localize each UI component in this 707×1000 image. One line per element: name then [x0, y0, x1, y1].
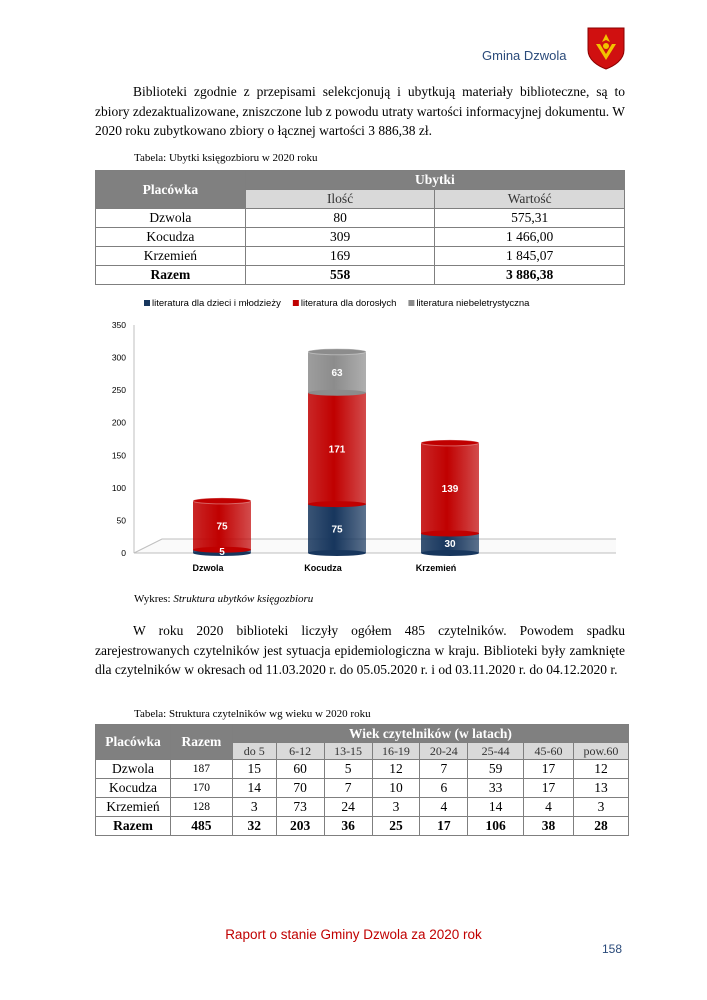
cell-age-value: 25 [372, 817, 420, 836]
legend-swatch [408, 300, 414, 306]
y-tick-label: 100 [111, 482, 126, 493]
bar-top-cap [421, 440, 479, 446]
cell-age-value: 33 [468, 779, 524, 798]
cell-age-value: 3 [372, 798, 420, 817]
y-tick-label: 200 [111, 417, 126, 428]
cell-age-value: 10 [372, 779, 420, 798]
cell-age-value: 7 [324, 779, 372, 798]
cell-ilosc: 558 [245, 266, 435, 285]
table-row [96, 798, 629, 817]
data-label: 5 [219, 547, 225, 558]
cell-age-value: 13 [573, 779, 628, 798]
legend-label: literatura dla dorosłych [300, 298, 397, 309]
x-tick-label: Krzemień [415, 563, 457, 573]
cell-age-value: 60 [276, 760, 324, 779]
cell-name: Dzwola [96, 760, 171, 779]
cell-name: Krzemień [96, 798, 171, 817]
col-header-wartosc: Wartość [435, 190, 625, 209]
cell-wartosc: 3 886,38 [435, 266, 625, 285]
legend-label: literatura dla dzieci i młodzieży [152, 298, 281, 309]
cell-wartosc: 575,31 [435, 209, 625, 228]
cell-age-value: 24 [324, 798, 372, 817]
cell-age-value: 38 [524, 817, 574, 836]
table-row [96, 760, 629, 779]
cell-name: Razem [96, 817, 171, 836]
y-tick-label: 0 [121, 548, 126, 558]
page-header-title: Gmina Dzwola [482, 48, 567, 63]
cell-age-value: 12 [573, 760, 628, 779]
bar-segment-base [421, 550, 479, 556]
cell-age-value: 28 [573, 817, 628, 836]
x-tick-label: Kocudza [304, 563, 342, 573]
cell-age-value: 17 [524, 760, 574, 779]
table-row [96, 247, 625, 266]
col-header-placowka: Placówka [96, 725, 171, 760]
bar-top-cap [193, 498, 251, 504]
table-row [96, 209, 625, 228]
y-tick-label: 50 [116, 515, 126, 526]
footer-text: Raport o stanie Gminy Dzwola za 2020 rok [225, 927, 482, 942]
cell-age-value: 73 [276, 798, 324, 817]
table1-caption: Tabela: Ubytki księgozbioru w 2020 roku [134, 152, 318, 164]
cell-razem: 170 [170, 779, 232, 798]
cell-name: Krzemień [96, 247, 246, 266]
col-header-razem: Razem [170, 725, 232, 760]
col-header-placowka: Placówka [96, 171, 246, 209]
cell-wartosc: 1 466,00 [435, 228, 625, 247]
y-tick-label: 150 [111, 450, 126, 461]
table-row [96, 779, 629, 798]
table-row [96, 228, 625, 247]
col-header-age-group: pow.60 [573, 743, 628, 760]
col-header-age-group: 13-15 [324, 743, 372, 760]
cell-name: Kocudza [96, 779, 171, 798]
losses-structure-chart [96, 293, 616, 583]
data-label: 75 [331, 524, 343, 536]
table-total-row [96, 266, 625, 285]
cell-age-value: 3 [232, 798, 276, 817]
cell-wartosc: 1 845,07 [435, 247, 625, 266]
col-header-age-group: 45-60 [524, 743, 574, 760]
cell-age-value: 14 [232, 779, 276, 798]
bar-top-cap [308, 349, 366, 355]
data-label: 75 [216, 521, 228, 533]
col-header-ilosc: Ilość [245, 190, 435, 209]
col-header-age-group: 20-24 [420, 743, 468, 760]
data-label: 139 [441, 484, 459, 496]
cell-razem: 187 [170, 760, 232, 779]
cell-name: Kocudza [96, 228, 246, 247]
col-header-age-group: 25-44 [468, 743, 524, 760]
bar-segment-base [308, 501, 366, 507]
cell-age-value: 4 [420, 798, 468, 817]
losses-table [95, 170, 625, 285]
col-header-age-group: 6-12 [276, 743, 324, 760]
readers-age-table [95, 724, 629, 836]
cell-age-value: 36 [324, 817, 372, 836]
table-total-row [96, 817, 629, 836]
chart-caption: Wykres: Struktura ubytków księgozbioru [134, 593, 314, 605]
cell-ilosc: 80 [245, 209, 435, 228]
cell-name: Razem [96, 266, 246, 285]
readers-paragraph: W roku 2020 biblioteki liczyły ogółem 485 czytelników. Powodem spadku zarejestrowanych czytelników jest sytuacja epidemiologiczna w kraju. Biblioteki były zamknięte dla czytelników w okresach od 11.03.2020 r. do 05.05.2020 r. i od 03.11.2020 r. do 04.12.2020 r. [95, 623, 625, 677]
cell-age-value: 59 [468, 760, 524, 779]
data-label: 30 [444, 539, 456, 551]
table2-caption: Tabela: Struktura czytelników wg wieku w 2020 roku [134, 708, 371, 720]
cell-age-value: 5 [324, 760, 372, 779]
intro-paragraph: Biblioteki zgodnie z przepisami selekcjonują i ubytkują materiały biblioteczne, są to zbiory zdezaktualizowane, zniszczone lub z powodu utraty wartości informacyjnej dokumentu. W 2020 roku zubytkowano zbiory o łącznej wartości 3 886,38 zł. [95, 84, 625, 138]
data-label: 171 [328, 444, 346, 456]
data-label: 63 [331, 368, 343, 380]
legend-swatch [293, 300, 299, 306]
bar-segment-base [308, 550, 366, 556]
cell-age-value: 3 [573, 798, 628, 817]
y-tick-label: 350 [111, 320, 126, 330]
y-tick-label: 300 [111, 352, 126, 363]
coat-of-arms-icon [586, 26, 626, 70]
cell-razem: 128 [170, 798, 232, 817]
y-tick-label: 250 [111, 385, 126, 396]
cell-age-value: 6 [420, 779, 468, 798]
col-header-age-group: do 5 [232, 743, 276, 760]
cell-age-value: 17 [524, 779, 574, 798]
legend-swatch [144, 300, 150, 306]
col-header-age-group: 16-19 [372, 743, 420, 760]
cell-name: Dzwola [96, 209, 246, 228]
cell-age-value: 15 [232, 760, 276, 779]
cell-age-value: 32 [232, 817, 276, 836]
bar-segment-base [421, 530, 479, 536]
cell-age-value: 106 [468, 817, 524, 836]
cell-ilosc: 169 [245, 247, 435, 266]
cell-razem: 485 [170, 817, 232, 836]
col-header-ubytki: Ubytki [245, 171, 624, 190]
cell-age-value: 4 [524, 798, 574, 817]
cell-age-value: 7 [420, 760, 468, 779]
legend-label: literatura niebeletrystyczna [416, 298, 530, 309]
page-number: 158 [602, 942, 623, 956]
cell-age-value: 17 [420, 817, 468, 836]
cell-age-value: 14 [468, 798, 524, 817]
bar-segment-base [308, 390, 366, 396]
cell-ilosc: 309 [245, 228, 435, 247]
cell-age-value: 70 [276, 779, 324, 798]
cell-age-value: 12 [372, 760, 420, 779]
col-header-wiek: Wiek czytelników (w latach) [232, 725, 628, 743]
cell-age-value: 203 [276, 817, 324, 836]
x-tick-label: Dzwola [192, 563, 224, 573]
